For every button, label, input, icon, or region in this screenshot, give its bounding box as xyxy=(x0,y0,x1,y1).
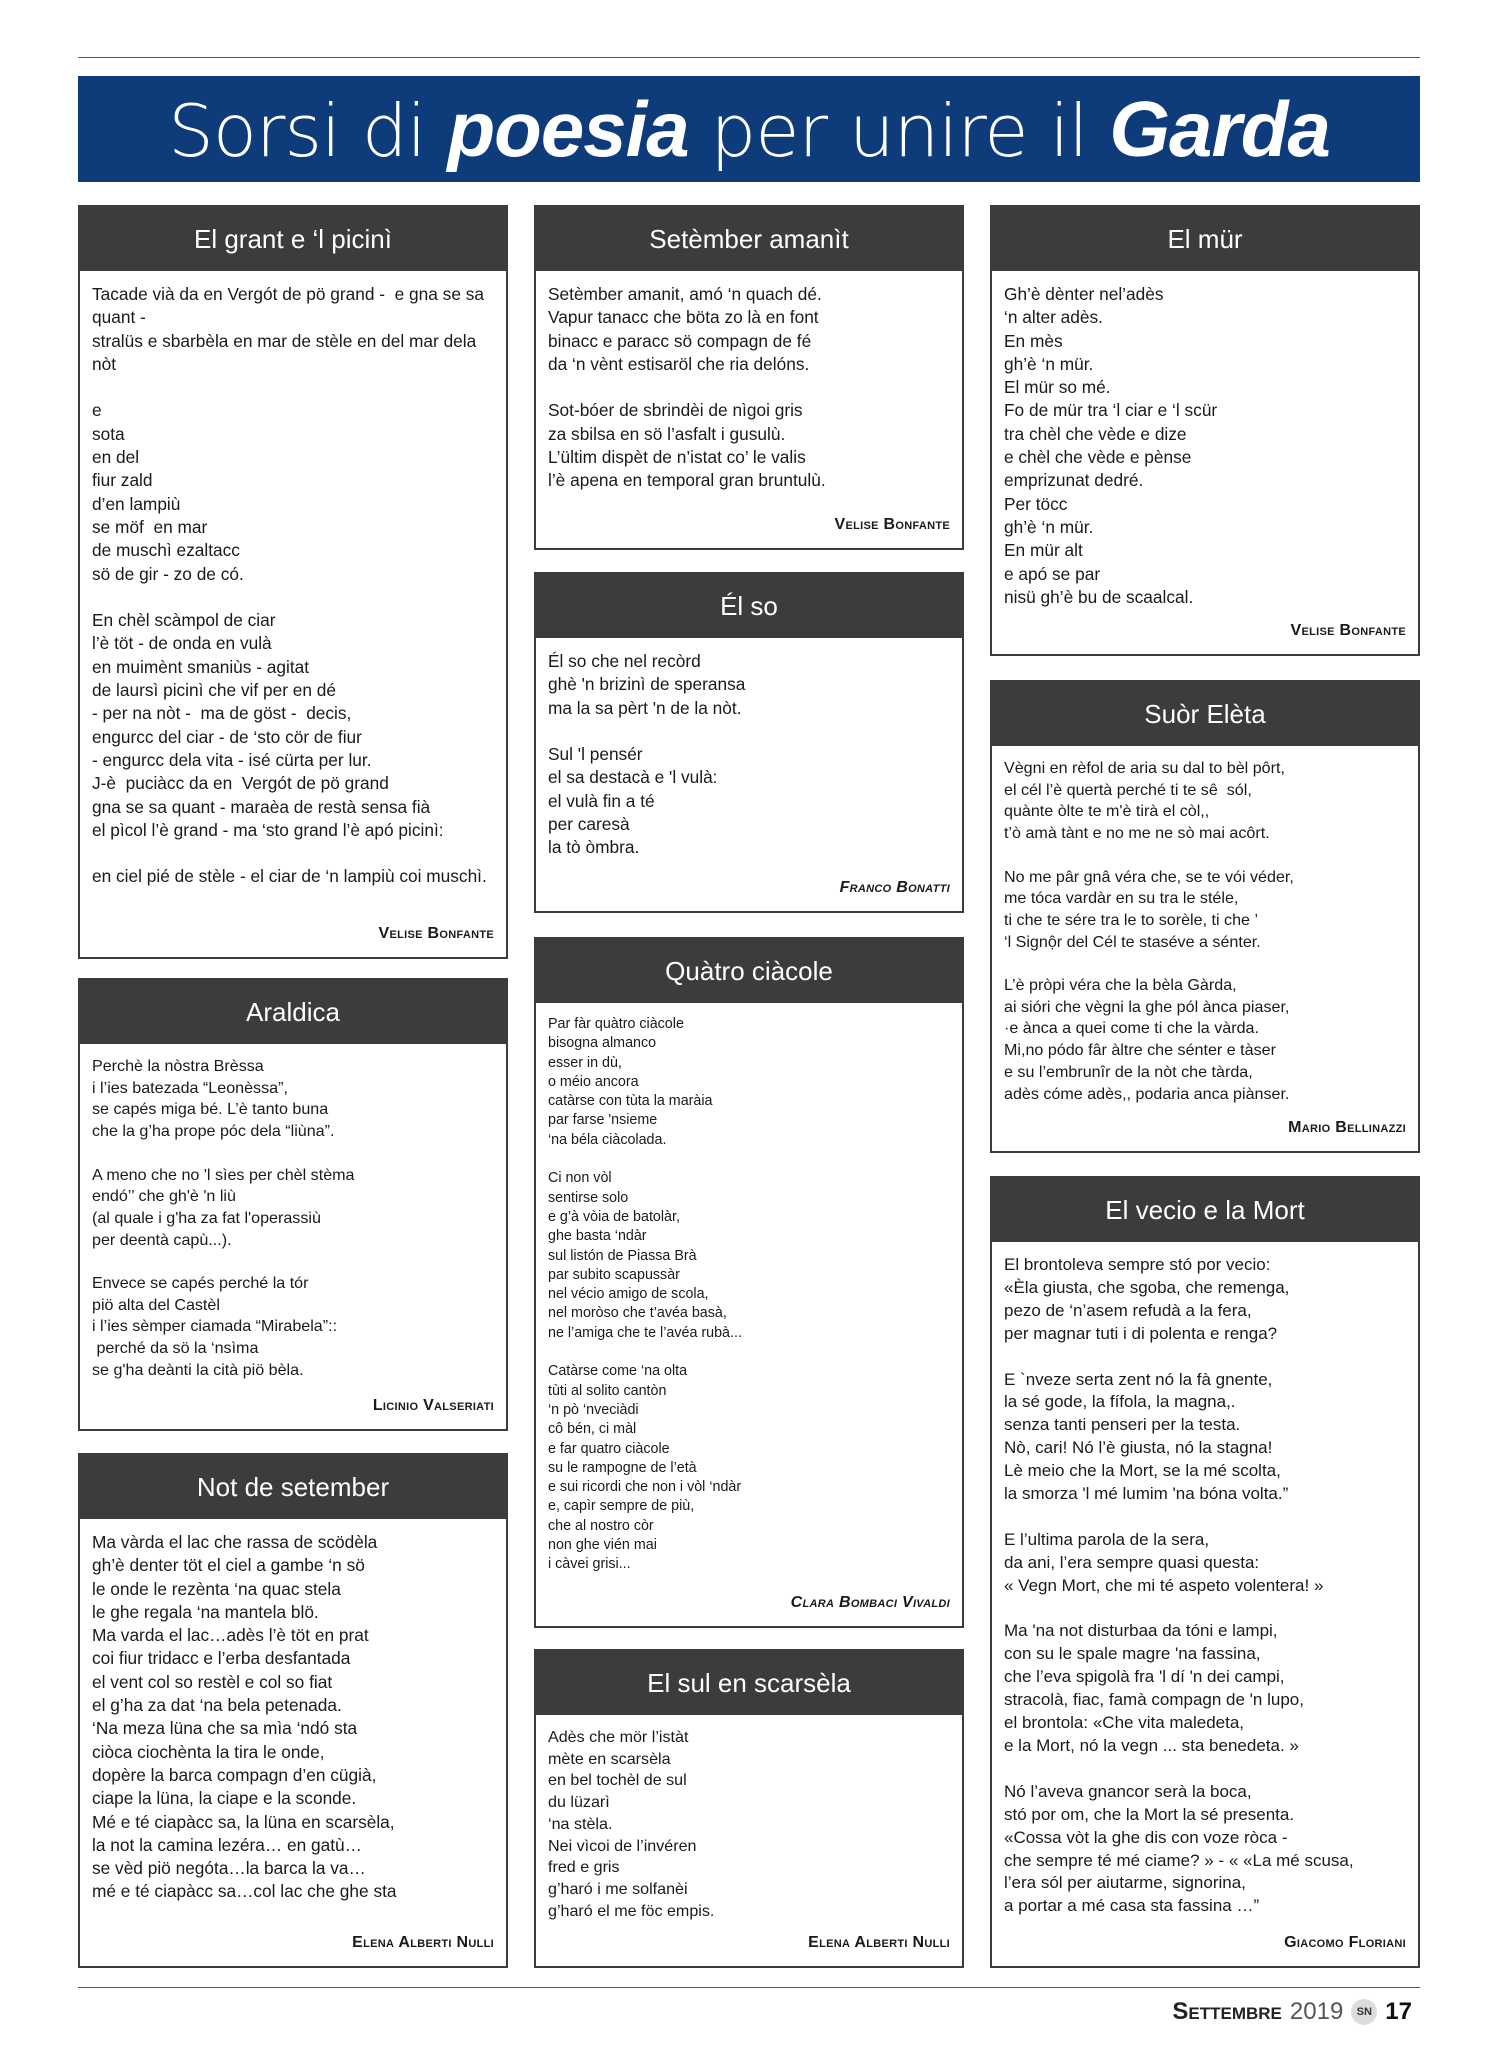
poem-line xyxy=(1004,1598,1406,1621)
poem-author: Franco Bonatti xyxy=(839,879,950,896)
poem-title: El mür xyxy=(992,207,1418,271)
poem-line xyxy=(92,586,494,609)
poem-line: nisü gh’è bu de scaalcal. xyxy=(1004,586,1194,607)
poem-line: che l’eva spigolà fra 'l dí 'n dei campi, xyxy=(1004,1667,1285,1687)
footer-month: Settembre xyxy=(1172,1998,1282,2025)
title-part-4: Garda xyxy=(1109,84,1330,173)
poem-line: per caresà xyxy=(548,814,630,835)
poem-line: nel moròso che t’avéa basà, xyxy=(548,1305,727,1322)
poem-title: Suòr Elèta xyxy=(992,682,1418,746)
poem-title: El sul en scarsèla xyxy=(536,1651,962,1715)
poem-card xyxy=(78,1453,508,1968)
poem-text xyxy=(80,271,506,889)
footer-rule xyxy=(78,1987,1420,1988)
poem-card xyxy=(534,1649,964,1968)
poem-line: ‘na stèla. xyxy=(548,1814,613,1833)
poem-line: le ghe regala ‘na mantela blö. xyxy=(92,1601,319,1622)
poem-line: el pìcol l’è grand - ma ‘sto grand l’è apó picinì: xyxy=(92,819,444,840)
poem-title: Araldica xyxy=(80,980,506,1044)
poem-line xyxy=(92,1143,494,1165)
poem-line: «Èla giusta, che sgoba, che remenga, xyxy=(1004,1277,1290,1297)
poem-author: Elena Alberti Nulli xyxy=(808,1934,950,1951)
poem-line: da ani, l’era sempre quasi questa: xyxy=(1004,1552,1260,1572)
poem-line: A meno che no 'l sìes per chèl stèma xyxy=(92,1165,355,1184)
poem-line: L’ültim dispèt de n’istat co’ le valis xyxy=(548,447,806,468)
poem-author: Elena Alberti Nulli xyxy=(352,1934,494,1951)
poem-line: el cél l’è quertà perché ti te sê sól, xyxy=(1004,780,1252,799)
poem-line xyxy=(1004,953,1406,975)
page-banner xyxy=(78,76,1420,182)
poem-line xyxy=(1004,1758,1406,1781)
poem-line: e xyxy=(92,400,102,421)
poem-line: pezo de ‘n’asem refudà a la fera, xyxy=(1004,1300,1252,1320)
poem-line: - engurcc dela vita - isé cürta per lur. xyxy=(92,749,372,770)
poem-line: de muschì ezaltacc xyxy=(92,540,240,561)
page-number: 17 xyxy=(1385,1998,1412,2025)
poem-line: endó’’ che gh'è 'n liù xyxy=(92,1187,236,1206)
poem-card xyxy=(78,978,508,1431)
poem-card xyxy=(990,1176,1420,1968)
poem-line: da ‘n vènt estisaröl che ria delóns. xyxy=(548,353,810,374)
poem-line: En mür alt xyxy=(1004,540,1083,561)
magazine-logo-icon: SN xyxy=(1351,1999,1377,2025)
poem-line: coi fiur tridacc e l’erba desfantada xyxy=(92,1648,351,1669)
poem-line: sota xyxy=(92,423,125,444)
poem-line: E l’ultima parola de la sera, xyxy=(1004,1529,1210,1549)
poem-line: en ciel pié de stèle - el ciar de ‘n lampiù coi muschì. xyxy=(92,866,487,887)
poem-line: che al nostro còr xyxy=(548,1517,654,1534)
poem-line: Sul 'l pensér xyxy=(548,744,643,765)
poem-line: sul listón de Piassa Brà xyxy=(548,1247,697,1264)
poem-line: en bel tochèl de sul xyxy=(548,1771,687,1790)
poem-line: non ghe vién mai xyxy=(548,1537,657,1554)
poem-line: Mi,no pódo fâr àltre che sénter e tàser xyxy=(1004,1041,1276,1060)
poem-line: Tacade vià da en Vergót de pö grand - e gna se sa xyxy=(92,284,484,304)
poem-card xyxy=(534,205,964,550)
poem-line: con su le spale magre 'na fassina, xyxy=(1004,1644,1261,1664)
poem-line: Par fàr quàtro ciàcole xyxy=(548,1016,684,1032)
poem-line: ne l’amiga che te l’avéa rubà... xyxy=(548,1324,742,1341)
poem-line: Él so che nel recòrd xyxy=(548,651,701,671)
poem-line: che la g’ha prope póc dela “liùna”. xyxy=(92,1122,335,1141)
poem-card xyxy=(534,572,964,913)
title-part-2: poesia xyxy=(447,84,689,173)
poem-text xyxy=(80,1044,506,1382)
poem-line: d’en lampiù xyxy=(92,493,181,514)
poem-line: binacc e paracc sö compagn de fé xyxy=(548,330,812,351)
poem-line: dopère la barca compagn d’en cügià, xyxy=(92,1764,377,1785)
poem-line: g’haró el me föc empis. xyxy=(548,1901,715,1920)
poem-line: de laursì picinì che vif per en dé xyxy=(92,680,336,701)
poem-line: el g’ha za dat ‘na bela petenada. xyxy=(92,1695,342,1716)
poem-line: cô bén, ci màl xyxy=(548,1421,637,1438)
poem-line: gh’è ‘n mür. xyxy=(1004,516,1094,537)
poem-author: Velise Bonfante xyxy=(834,516,950,533)
poem-line: ciape la lüna, la ciape e la sconde. xyxy=(92,1788,357,1809)
poem-line: E `nveze serta zent nó la fà gnente, xyxy=(1004,1369,1273,1389)
poem-line: o méio ancora xyxy=(548,1073,639,1090)
poem-line: e, capìr sempre de più, xyxy=(548,1498,695,1515)
poem-line: piö alta del Castèl xyxy=(92,1295,220,1314)
poem-title: Not de setember xyxy=(80,1455,506,1519)
poem-line: su le rampogne de l’età xyxy=(548,1459,697,1476)
poem-line: Gh’è dènter nel’adès xyxy=(1004,284,1164,304)
poem-line: ‘l Signộr del Cél te staséve a sénter. xyxy=(1004,932,1261,951)
poem-line xyxy=(1004,845,1406,867)
poem-text xyxy=(992,271,1418,609)
poem-line: Nò, cari! Nó l’è giusta, nó la stagna! xyxy=(1004,1438,1273,1458)
poem-line: e su l’embrunîr de la nòt che tàrda, xyxy=(1004,1062,1253,1081)
poem-line: stracolà, fiac, famà compagn de 'n lupo, xyxy=(1004,1690,1304,1710)
poem-line: El mür so mé. xyxy=(1004,377,1111,398)
poem-line: sö de gir - zo de có. xyxy=(92,563,244,584)
poem-line: Nó l’aveva gnancor serà la boca, xyxy=(1004,1781,1252,1801)
poem-line: quànte òlte te m'è tirà el còl,, xyxy=(1004,802,1210,821)
poem-card xyxy=(990,205,1420,656)
poem-author: Velise Bonfante xyxy=(378,925,494,942)
poem-line: el vulà fin a té xyxy=(548,790,655,811)
poem-line: catàrse con tùta la maràia xyxy=(548,1093,713,1110)
poem-line: Vapur tanacc che böta zo là en font xyxy=(548,307,819,328)
poem-line xyxy=(548,720,950,743)
poem-line: (al quale i g'ha za fat l'operassiù xyxy=(92,1208,321,1227)
poem-line: emprizunat dedré. xyxy=(1004,470,1144,491)
poem-line: e g’à vòia de batolàr, xyxy=(548,1208,680,1225)
poem-line: « Vegn Mort, che mi té aspeto volentera! » xyxy=(1004,1575,1324,1595)
poem-line: se capés miga bé. L’è tanto buna xyxy=(92,1100,329,1119)
poem-line: ai sióri che vègni la ghe pól ànca piaser, xyxy=(1004,997,1290,1016)
poem-line: l’è apena en temporal gran bruntulù. xyxy=(548,470,826,491)
poem-title: Quàtro ciàcole xyxy=(536,939,962,1003)
poem-line: e apó se par xyxy=(1004,563,1101,584)
poem-line: senza tanti penseri per la testa. xyxy=(1004,1415,1241,1435)
poem-line: me tóca vardàr en su tra le stéle, xyxy=(1004,889,1239,908)
poem-line xyxy=(1004,1506,1406,1529)
poem-line: i l’ies batezada “Leonèssa”, xyxy=(92,1078,288,1097)
poem-line: gh’è ‘n mür. xyxy=(1004,353,1094,374)
poem-line: nòt xyxy=(92,353,117,374)
poem-line: en muimènt smaniùs - agitat xyxy=(92,656,310,677)
poem-text xyxy=(80,1519,506,1904)
poem-line: Fo de mür tra ‘l ciar e ‘l scür xyxy=(1004,400,1218,421)
poem-line: ti che te sére tra le to sorèle, ti che ’ xyxy=(1004,910,1259,929)
poem-line: la sé gode, la fífola, la magna,. xyxy=(1004,1392,1236,1412)
poem-line: Lè meio che la Mort, se la mé scolta, xyxy=(1004,1461,1281,1481)
poem-card xyxy=(534,937,964,1628)
poem-line: la tò òmbra. xyxy=(548,837,640,858)
poem-line: engurcc del ciar - de ‘sto cör de fiur xyxy=(92,726,362,747)
poem-line: Mé e té ciapàcc sa, la lüna en scarsèla, xyxy=(92,1811,395,1832)
poem-line: par farse 'nsieme xyxy=(548,1112,658,1129)
poem-line: bisogna almanco xyxy=(548,1035,657,1052)
footer-year: 2019 xyxy=(1289,1998,1344,2025)
poem-title: Él so xyxy=(536,574,962,638)
poem-author: Clara Bombaci Vivaldi xyxy=(790,1594,950,1611)
poem-line: l’era sól per aiutarme, signorina, xyxy=(1004,1873,1246,1893)
poem-line: - per na nòt - ma de göst - decis, xyxy=(92,703,352,724)
poem-line: tùti al solito cantòn xyxy=(548,1382,667,1399)
poem-title: El vecio e la Mort xyxy=(992,1178,1418,1242)
poem-line xyxy=(548,1343,950,1362)
poem-line: En mès xyxy=(1004,330,1063,351)
poem-line: quant - xyxy=(92,307,146,328)
poem-line: stralüs e sbarbèla en mar de stèle en del mar dela xyxy=(92,330,477,351)
poem-line: ma la sa pèrt 'n de la nòt. xyxy=(548,697,742,718)
poem-line: esser in dù, xyxy=(548,1054,622,1071)
poem-line xyxy=(92,1251,494,1273)
poem-line: la smorza 'l mé lumim 'na bóna volta.” xyxy=(1004,1484,1289,1504)
poem-line: Ma 'na not disturbaa da tóni e lampi, xyxy=(1004,1621,1278,1641)
poem-line: ghe basta ‘ndàr xyxy=(548,1228,647,1245)
poem-text xyxy=(536,1003,962,1575)
poem-line: tra chèl che vède e dize xyxy=(1004,423,1187,444)
page-title xyxy=(168,84,1330,175)
poem-line: i càvei grisi... xyxy=(548,1556,631,1573)
poem-line: El brontoleva sempre stó por vecio: xyxy=(1004,1255,1271,1274)
poem-line: mé e té ciapàcc sa…col lac che ghe sta xyxy=(92,1881,397,1902)
poem-title: El grant e ‘l picinì xyxy=(80,207,506,271)
poem-line: za sbilsa en sö l’asfalt i gusulù. xyxy=(548,423,786,444)
poem-line: Ma varda el lac…adès l’è töt en prat xyxy=(92,1625,369,1646)
poem-line: Nei vìcoi de l’invéren xyxy=(548,1836,697,1855)
poem-author: Velise Bonfante xyxy=(1290,622,1406,639)
poem-line xyxy=(92,376,494,399)
page-footer xyxy=(1172,1998,1412,2026)
poem-line xyxy=(92,842,494,865)
poem-line: fred e gris xyxy=(548,1858,620,1877)
poem-line: el sa destacà e 'l vulà: xyxy=(548,767,718,788)
poem-line: fiur zald xyxy=(92,470,153,491)
poem-line: Vègni en rèfol de aria su dal to bèl pôrt, xyxy=(1004,759,1285,777)
poem-line: nel vécio amigo de scola, xyxy=(548,1286,709,1303)
poem-card xyxy=(990,680,1420,1153)
poem-line: per deentà capù...). xyxy=(92,1230,232,1249)
poem-line: Ci non vòl xyxy=(548,1170,612,1187)
poem-line: du lüzarì xyxy=(548,1793,610,1812)
poem-line: per magnar tuti i di polenta e renga? xyxy=(1004,1323,1278,1343)
poem-line: ‘n pò ‘nveciàdi xyxy=(548,1401,639,1418)
poem-card xyxy=(78,205,508,959)
poem-author: Giacomo Floriani xyxy=(1284,1934,1406,1951)
poem-line: perché da sö la ‘nsìma xyxy=(92,1339,259,1358)
poem-line: t’ò amà tànt e no me ne sò mai acôrt. xyxy=(1004,824,1270,843)
poem-line: mète en scarsèla xyxy=(548,1749,671,1768)
poem-author: Licinio Valseriati xyxy=(372,1397,494,1414)
poem-line: Envece se capés perché la tór xyxy=(92,1274,309,1292)
poem-line: Sot-bóer de sbrindèi de nìgoi gris xyxy=(548,400,803,421)
title-part-3: per unire il xyxy=(688,88,1110,173)
poem-line: g’haró i me solfanèi xyxy=(548,1879,688,1898)
poem-line: L’è pròpi véra che la bèla Gàrda, xyxy=(1004,976,1237,994)
poem-line: stó por om, che la Mort la sé presenta. xyxy=(1004,1804,1295,1824)
poem-line: e sui ricordi che non i vòl ‘ndàr xyxy=(548,1479,742,1496)
poem-line: e far quatro ciàcole xyxy=(548,1440,670,1457)
poem-line: l’è töt - de onda en vulà xyxy=(92,633,272,654)
top-rule xyxy=(78,57,1420,58)
poem-line: se g'ha deànti la cità piö bèla. xyxy=(92,1360,304,1379)
poem-line: se vèd piö negóta…la barca la va… xyxy=(92,1858,366,1879)
poem-line xyxy=(548,376,950,399)
poem-title: Setèmber amanìt xyxy=(536,207,962,271)
poem-line: gna se sa quant - maraèa de restà sensa fià xyxy=(92,796,431,817)
poem-author: Mario Bellinazzi xyxy=(1288,1119,1406,1136)
poem-line: ‘na béla ciàcolada. xyxy=(548,1131,667,1148)
poem-line: i l’ies sèmper ciamada “Mirabela”:: xyxy=(92,1317,338,1336)
poem-line: No me pâr gnâ véra che, se te vói véder, xyxy=(1004,867,1294,886)
poem-line: gh’è denter töt el ciel a gambe ‘n sö xyxy=(92,1555,365,1576)
poem-line: ghè 'n brizinì de speransa xyxy=(548,674,746,695)
poem-line: ·e ànca a quei come ti che la vàrda. xyxy=(1004,1019,1259,1038)
poem-line: Adès che mör l’istàt xyxy=(548,1728,689,1746)
poem-line: se möf en mar xyxy=(92,516,208,537)
poem-text xyxy=(536,1715,962,1922)
poem-line: che sempre té mé ciame? » - « «La mé scusa, xyxy=(1004,1850,1354,1870)
poem-line xyxy=(1004,1346,1406,1369)
poem-text xyxy=(992,746,1418,1105)
poem-line: Catàrse come ‘na olta xyxy=(548,1363,688,1380)
poem-text xyxy=(536,271,962,493)
poem-line: adès cóme adès,, podaria anca piànser. xyxy=(1004,1084,1290,1103)
poem-line: e la Mort, nó la vegn ... sta benedeta. » xyxy=(1004,1735,1299,1755)
poem-line: ciòca ciochènta la tira le onde, xyxy=(92,1741,325,1762)
poem-line: ‘Na meza lüna che sa mìa ‘ndó sta xyxy=(92,1718,358,1739)
poem-line: J-è puciàcc da en Vergót de pö grand xyxy=(92,773,389,794)
poem-line: el vent col so restèl e col so fiat xyxy=(92,1671,333,1692)
poem-text xyxy=(536,638,962,860)
poem-line: par subito scapussàr xyxy=(548,1266,680,1283)
poem-line xyxy=(548,1150,950,1169)
poem-line: la not la camina lezéra… en gatù… xyxy=(92,1834,362,1855)
poem-line: Setèmber amanit, amó ‘n quach dé. xyxy=(548,284,822,304)
poem-line: en del xyxy=(92,447,140,468)
title-part-1: Sorsi di xyxy=(168,88,448,173)
poem-line: sentirse solo xyxy=(548,1189,629,1206)
poem-line: Perchè la nòstra Brèssa xyxy=(92,1057,264,1075)
poem-line: e chèl che vède e pènse xyxy=(1004,447,1192,468)
poem-line: el brontola: «Che vita maledeta, xyxy=(1004,1713,1245,1733)
poem-line: En chèl scàmpol de ciar xyxy=(92,610,276,631)
poem-line: a portar a mé casa sta fassina …” xyxy=(1004,1896,1260,1916)
poem-text xyxy=(992,1242,1418,1918)
poem-line: Per töcc xyxy=(1004,493,1068,514)
poem-line: «Cossa vòt la ghe dis con voze ròca - xyxy=(1004,1827,1288,1847)
poem-line: le onde le rezènta ‘na quac stela xyxy=(92,1578,341,1599)
poem-line: ‘n alter adès. xyxy=(1004,307,1103,328)
poem-line: Ma vàrda el lac che rassa de scödèla xyxy=(92,1532,378,1552)
